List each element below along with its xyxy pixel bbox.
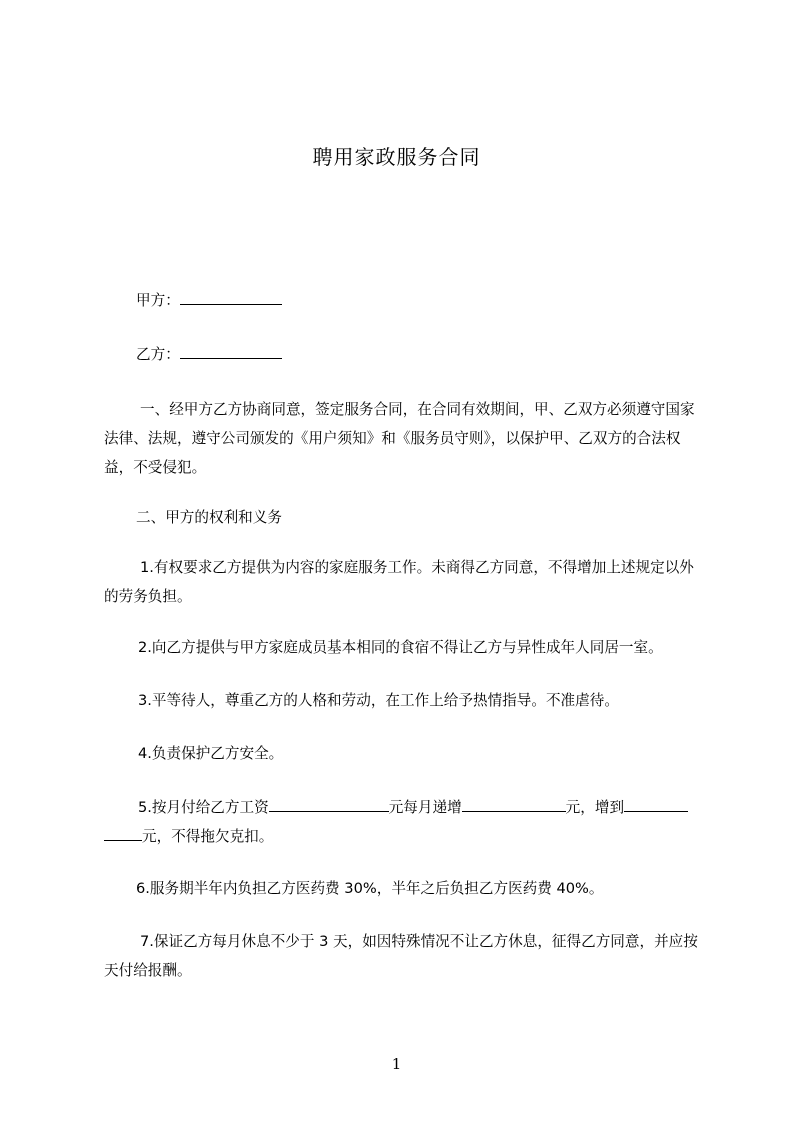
item-5-max-blank [624, 797, 688, 812]
party-a-line [136, 286, 282, 315]
item-4-paragraph: 4.负责保护乙方安全。 [138, 745, 284, 762]
party-a-label: 甲方： [136, 292, 180, 309]
party-b-label: 乙方： [136, 346, 180, 363]
item-5-line-1 [138, 793, 688, 822]
item-3-paragraph: 3.平等待人，尊重乙方的人格和劳动，在工作上给予热情指导。不准虐待。 [138, 692, 619, 709]
item-5-text-1: 5.按月付给乙方工资 [138, 799, 269, 816]
party-a-blank [180, 290, 282, 305]
item-2-paragraph: 2.向乙方提供与甲方家庭成员基本相同的食宿不得让乙方与异性成年人同居一室。 [138, 639, 663, 656]
item-5-text-3: 元，增到 [565, 799, 625, 816]
item-6-paragraph: 6.服务期半年内负担乙方医药费 30%，半年之后负担乙方医药费 40%。 [136, 880, 604, 897]
item-5-max-blank-cont [104, 826, 142, 841]
item-5-text-2: 元每月递增 [388, 799, 462, 816]
item-5-salary-blank [269, 797, 389, 812]
party-b-line [136, 340, 282, 369]
item-5-increment-blank [462, 797, 566, 812]
page-number: 1 [391, 1055, 402, 1073]
item-7-paragraph: 7.保证乙方每月休息不少于 3 天，如因特殊情况不让乙方休息，征得乙方同意，并应按天付给报酬。 [104, 933, 698, 979]
section-1-paragraph: 一、经甲方乙方协商同意，签定服务合同，在合同有效期间，甲、乙双方必须遵守国家法律、法规，遵守公司颁发的《用户须知》和《服务员守则》，以保护甲、乙双方的合法权益，不受侵犯。 [104, 401, 695, 476]
section-2-heading: 二、甲方的权利和义务 [136, 509, 282, 526]
item-5-text-4: 元，不得拖欠克扣。 [142, 828, 274, 845]
item-5-line-2 [104, 822, 273, 851]
party-b-blank [180, 344, 282, 359]
item-1-paragraph: 1.有权要求乙方提供为内容的家庭服务工作。未商得乙方同意，不得增加上述规定以外的劳务负担。 [104, 559, 694, 605]
document-title: 聘用家政服务合同 [312, 145, 481, 169]
